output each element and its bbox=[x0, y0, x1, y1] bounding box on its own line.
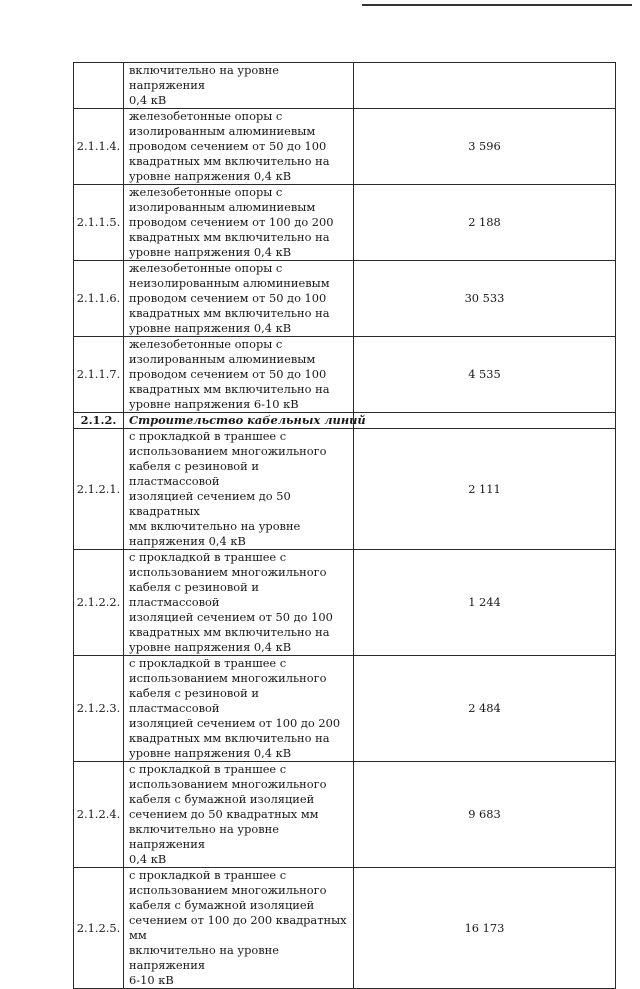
table-row bbox=[74, 185, 616, 261]
row-value: 30 533 bbox=[354, 261, 616, 337]
row-code: 2.1.1.6. bbox=[74, 261, 124, 337]
row-value: 1 244 bbox=[354, 550, 616, 656]
row-code: 2.1.1.5. bbox=[74, 185, 124, 261]
table-row bbox=[74, 261, 616, 337]
table-row bbox=[74, 109, 616, 185]
row-description: включительно на уровне напряжения 0,4 кВ bbox=[124, 63, 354, 109]
row-code: 2.1.2. bbox=[74, 413, 124, 429]
row-value: 9 683 bbox=[354, 762, 616, 868]
tariff-table-body bbox=[74, 63, 616, 989]
row-description: с прокладкой в траншее с использованием многожильного кабеля с резиновой и пластмассовой изоляцией сечением до 50 квадратных мм включительно на уровне напряжения 0,4 кВ bbox=[124, 429, 354, 550]
row-description: железобетонные опоры с неизолированным алюминиевым проводом сечением от 50 до 100 квадратных мм включительно на уровне напряжения 0,4 кВ bbox=[124, 261, 354, 337]
row-value bbox=[354, 63, 616, 109]
row-code: 2.1.2.3. bbox=[74, 656, 124, 762]
top-rule bbox=[362, 4, 632, 6]
table-row bbox=[74, 656, 616, 762]
row-code: 2.1.1.4. bbox=[74, 109, 124, 185]
row-value: 16 173 bbox=[354, 868, 616, 989]
table-row bbox=[74, 762, 616, 868]
row-value bbox=[354, 413, 616, 429]
row-description: железобетонные опоры с изолированным алюминиевым проводом сечением от 50 до 100 квадратных мм включительно на уровне напряжения 6-10 кВ bbox=[124, 337, 354, 413]
row-value: 4 535 bbox=[354, 337, 616, 413]
row-code: 2.1.2.1. bbox=[74, 429, 124, 550]
section-row bbox=[74, 413, 616, 429]
row-description: с прокладкой в траншее с использованием многожильного кабеля с бумажной изоляцией сечением до 50 квадратных мм включительно на уровне напряжения 0,4 кВ bbox=[124, 762, 354, 868]
row-code: 2.1.1.7. bbox=[74, 337, 124, 413]
row-description: с прокладкой в траншее с использованием многожильного кабеля с резиновой и пластмассовой изоляцией сечением от 50 до 100 квадратных мм включительно на уровне напряжения 0,4 кВ bbox=[124, 550, 354, 656]
row-value: 2 111 bbox=[354, 429, 616, 550]
tariff-table bbox=[73, 62, 616, 989]
row-value: 2 188 bbox=[354, 185, 616, 261]
row-value: 3 596 bbox=[354, 109, 616, 185]
row-code bbox=[74, 63, 124, 109]
table-row bbox=[74, 550, 616, 656]
table-row bbox=[74, 337, 616, 413]
row-description: Строительство кабельных линий bbox=[124, 413, 354, 429]
table-row bbox=[74, 63, 616, 109]
table-row bbox=[74, 868, 616, 989]
row-code: 2.1.2.4. bbox=[74, 762, 124, 868]
row-value: 2 484 bbox=[354, 656, 616, 762]
row-description: железобетонные опоры с изолированным алюминиевым проводом сечением от 100 до 200 квадратных мм включительно на уровне напряжения 0,4 кВ bbox=[124, 185, 354, 261]
table-row bbox=[74, 429, 616, 550]
row-code: 2.1.2.2. bbox=[74, 550, 124, 656]
row-description: с прокладкой в траншее с использованием многожильного кабеля с резиновой и пластмассовой изоляцией сечением от 100 до 200 квадратных мм включительно на уровне напряжения 0,4 кВ bbox=[124, 656, 354, 762]
row-description: с прокладкой в траншее с использованием многожильного кабеля с бумажной изоляцией сечением от 100 до 200 квадратных мм включительно на уровне напряжения 6-10 кВ bbox=[124, 868, 354, 989]
row-code: 2.1.2.5. bbox=[74, 868, 124, 989]
row-description: железобетонные опоры с изолированным алюминиевым проводом сечением от 50 до 100 квадратных мм включительно на уровне напряжения 0,4 кВ bbox=[124, 109, 354, 185]
